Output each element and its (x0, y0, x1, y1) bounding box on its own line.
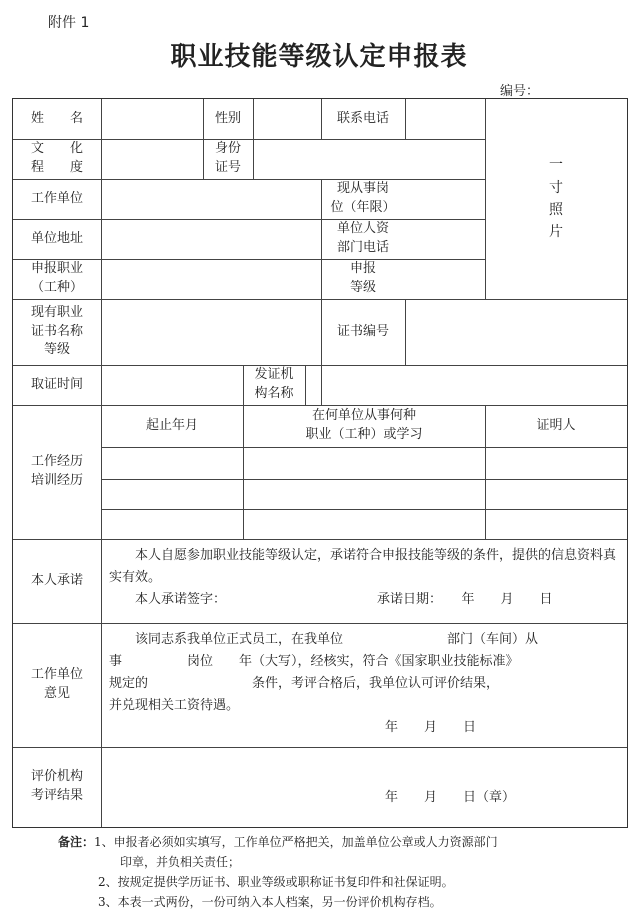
evaluation-date: 年 月 日（章） (385, 790, 516, 805)
opinion-line: 并兑现相关工资待遇。 (109, 698, 240, 713)
opinion-date: 年 月 日 (385, 720, 477, 735)
employer-opinion-label: 工作单位 意见 (30, 667, 83, 701)
address-field[interactable] (101, 219, 321, 259)
commitment-label: 本人承诺 (30, 572, 83, 588)
education-label: 文 化 程 度 (30, 141, 83, 175)
cert-name-field[interactable] (101, 299, 321, 365)
employer-label: 工作单位 (30, 190, 83, 206)
experience-row[interactable] (101, 447, 627, 479)
hr-phone-field[interactable] (405, 219, 485, 259)
address-label: 单位地址 (30, 230, 83, 246)
issuer-label: 发证机 构名称 (254, 367, 294, 401)
serial-number-label: 编号： (500, 84, 540, 99)
opinion-line: 该同志系我单位正式员工，在我单位 部门（车间）从 (135, 632, 539, 647)
education-field[interactable] (101, 139, 203, 179)
notes-label: 备注： (58, 835, 95, 849)
issuer-field[interactable] (305, 365, 627, 405)
hr-phone-label: 单位人资 部门电话 (336, 221, 389, 255)
apply-job-field[interactable] (101, 259, 321, 299)
name-field[interactable] (101, 99, 203, 139)
apply-job-label: 申报职业 （工种） (30, 261, 83, 295)
issue-time-label: 取证时间 (30, 376, 83, 392)
note-item: 2、按规定提供学历证书、职业等级或职称证书复印件和社保证明。 (98, 875, 454, 889)
opinion-line: 事 岗位 年（大写），经核实，符合《国家职业技能标准》 (109, 654, 519, 669)
apply-level-field[interactable] (405, 259, 485, 299)
annex-label: 附件 1 (48, 15, 90, 31)
name-label: 姓 名 (30, 110, 83, 126)
gender-field[interactable] (253, 99, 321, 139)
witness-header: 证明人 (536, 417, 576, 433)
page-title: 职业技能等级认定申报表 (170, 42, 468, 72)
experience-row[interactable] (101, 479, 627, 509)
cert-number-field[interactable] (405, 299, 627, 365)
notes-section (58, 832, 628, 912)
note-item: 印章，并负相关责任； (120, 855, 241, 869)
photo-box[interactable]: 一 寸 照 片 (549, 157, 563, 241)
current-post-field[interactable] (405, 179, 485, 219)
commitment-date: 承诺日期： 年 月 日 (377, 592, 553, 607)
gender-label: 性别 (214, 110, 241, 126)
cert-name-label: 现有职业 证书名称 等级 (30, 304, 83, 358)
evaluation-label: 评价机构 考评结果 (30, 769, 83, 803)
job-header: 在何单位从事何种 职业（工种）或学习 (305, 408, 423, 442)
id-number-field[interactable] (253, 139, 485, 179)
note-item: 3、本表一式两份，一份可纳入本人档案，另一份评价机构存档。 (98, 895, 442, 909)
issue-time-field[interactable] (101, 365, 243, 405)
phone-field[interactable] (405, 99, 485, 139)
note-item: 1、申报者必须如实填写，工作单位严格把关，加盖单位公章或人力资源部门 (94, 835, 498, 849)
application-form-table (12, 98, 628, 828)
phone-label: 联系电话 (336, 110, 389, 126)
employer-field[interactable] (101, 179, 321, 219)
commitment-sign-label: 本人承诺签字： (135, 592, 227, 607)
id-number-label: 身份 证号 (214, 141, 241, 175)
experience-row[interactable] (101, 509, 627, 539)
commitment-text: 本人自愿参加职业技能等级认定，承诺符合申报技能等级的条件，提供的信息资料真实有效。 (109, 548, 617, 585)
period-header: 起止年月 (145, 417, 198, 433)
apply-level-label: 申报 等级 (349, 261, 376, 295)
current-post-label: 现从事岗 位（年限） (330, 181, 396, 215)
opinion-line: 规定的 条件，考评合格后，我单位认可评价结果， (109, 676, 500, 691)
experience-label: 工作经历 培训经历 (30, 454, 83, 488)
cert-number-label: 证书编号 (336, 323, 389, 339)
